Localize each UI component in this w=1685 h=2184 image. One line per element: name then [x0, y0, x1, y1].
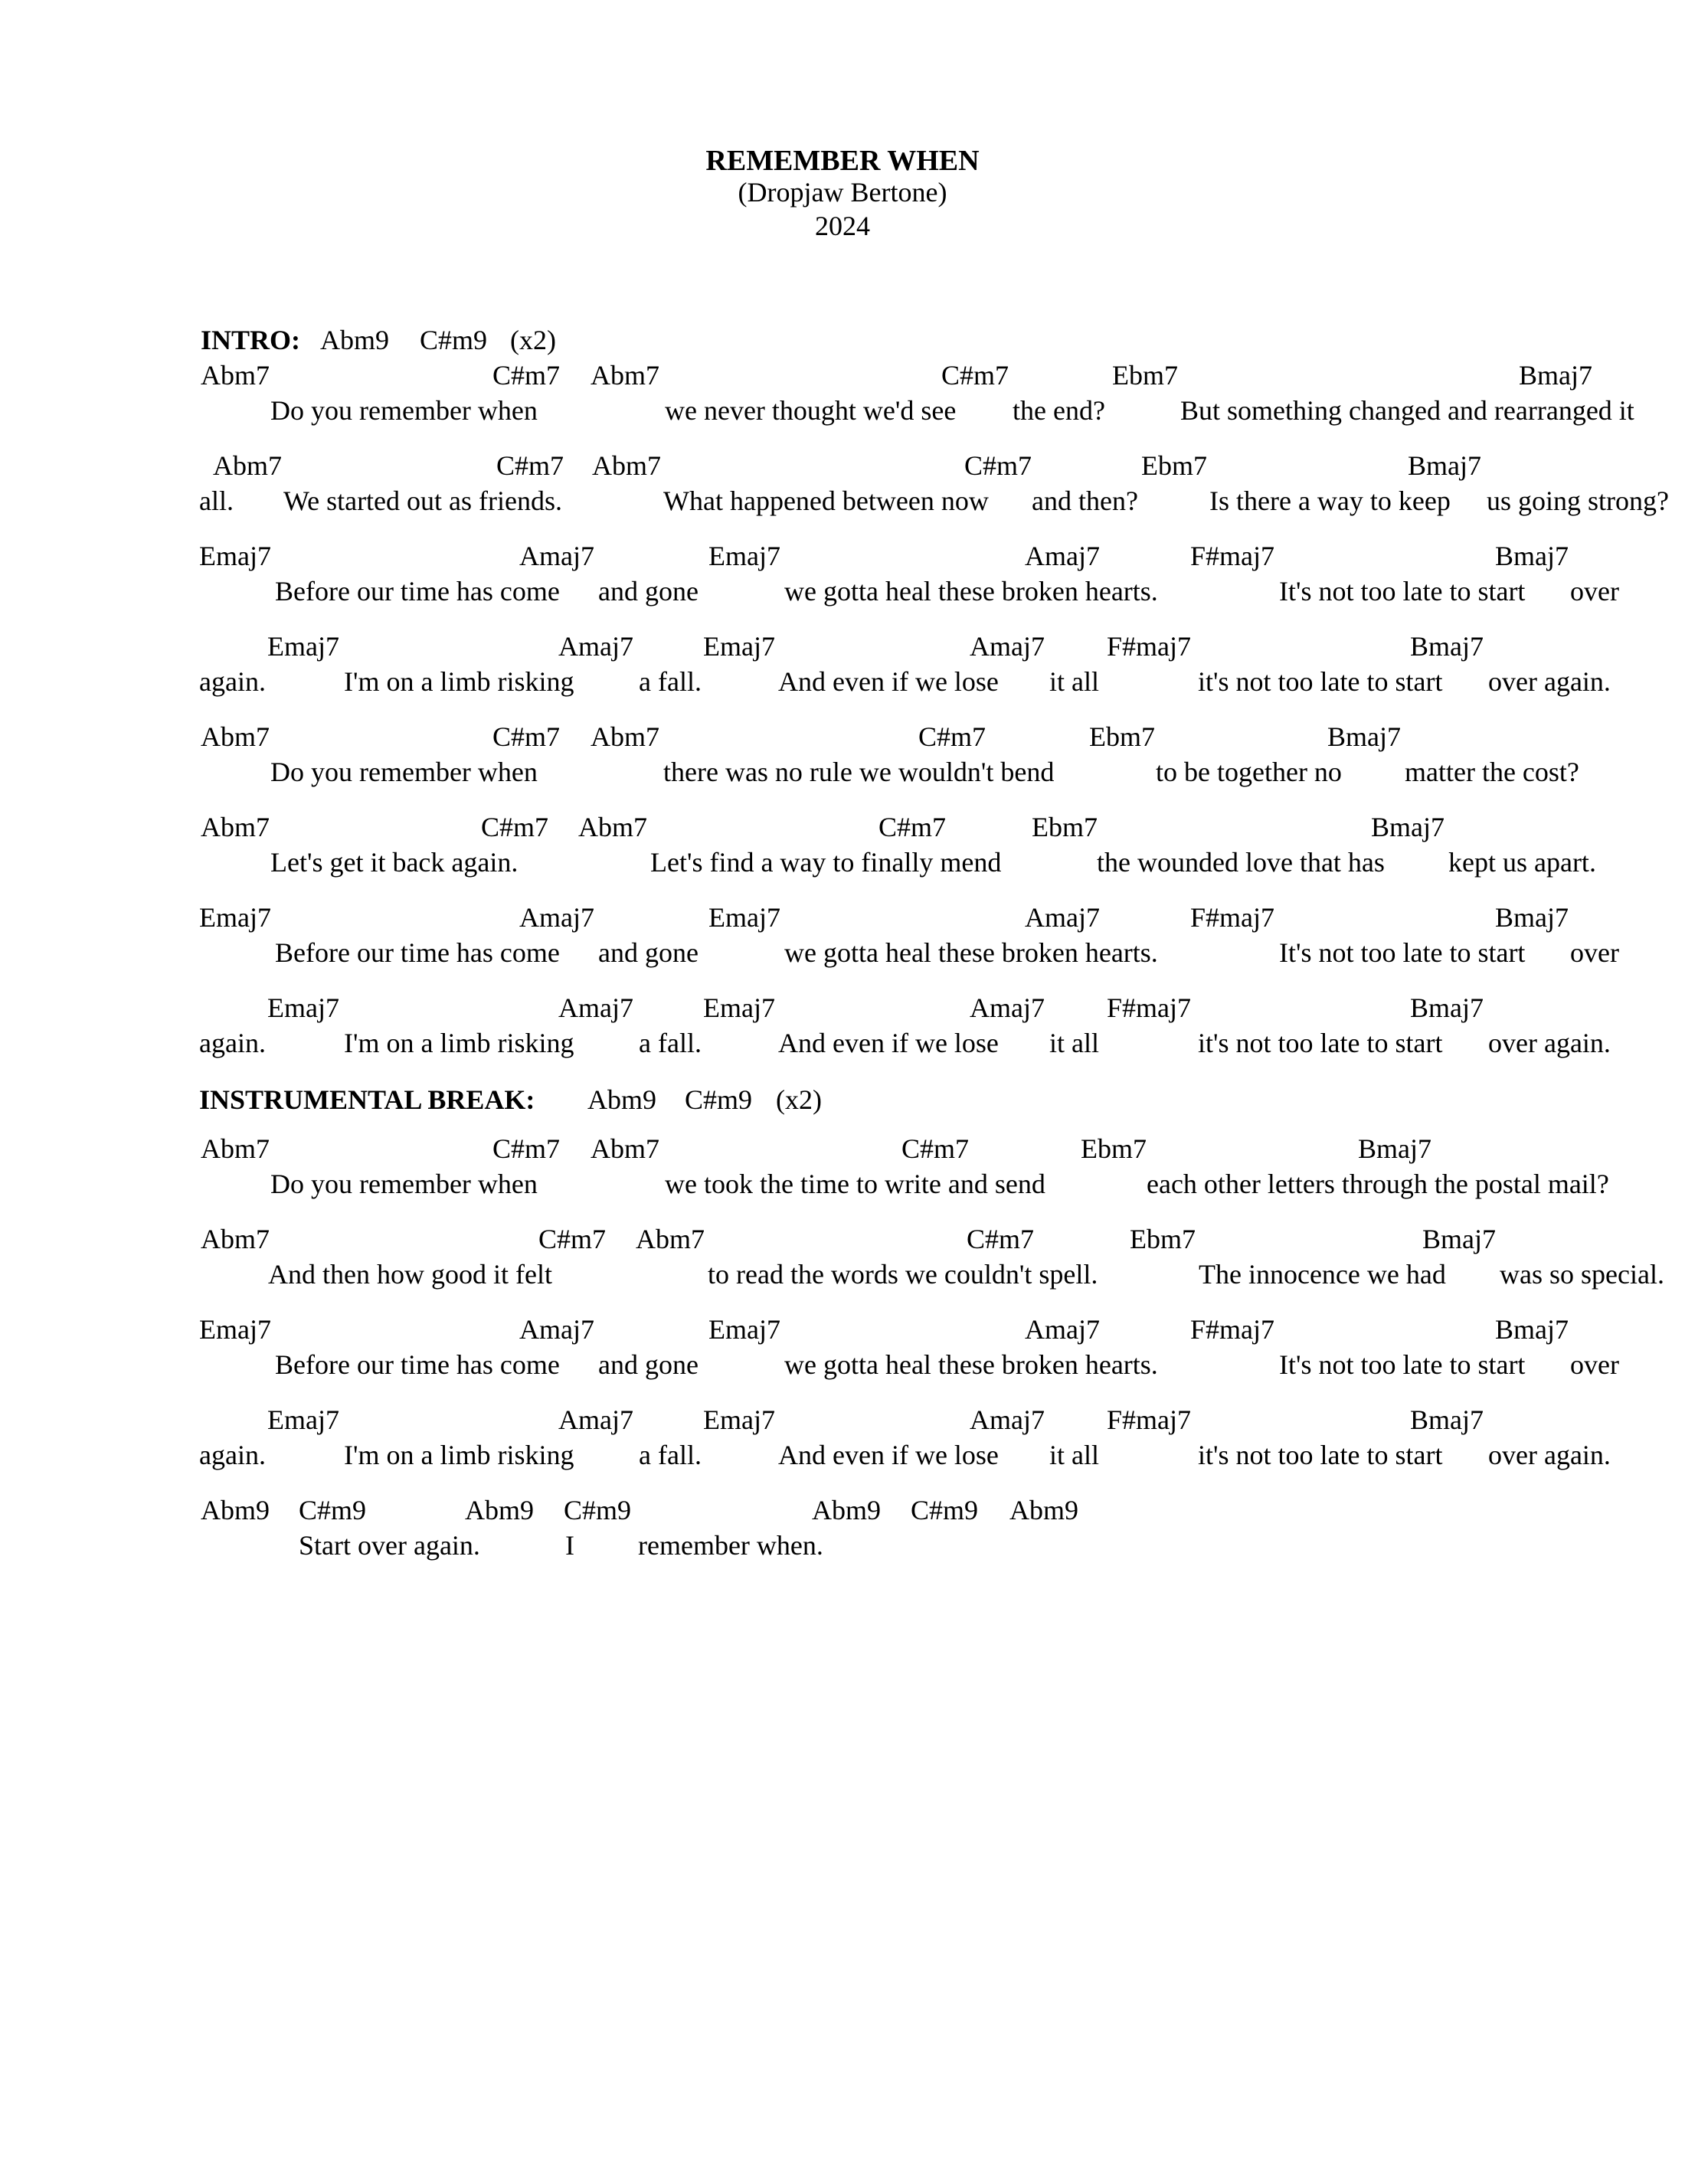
song-token: Do you remember when: [270, 757, 538, 787]
song-token: Abm7: [591, 360, 659, 391]
song-token: C#m9: [685, 1084, 753, 1115]
song-token: Abm9: [812, 1495, 881, 1525]
song-token: Amaj7: [970, 1404, 1045, 1435]
song-token: C#m7: [496, 450, 564, 481]
song-token: Bmaj7: [1358, 1133, 1431, 1164]
song-line: [0, 1437, 1685, 1473]
song-token: matter the cost?: [1405, 757, 1579, 787]
song-line: [0, 1130, 1685, 1167]
song-token: Abm7: [201, 1133, 270, 1164]
song-token: it's not too late to start: [1198, 1028, 1443, 1058]
song-token: But something changed and rearranged it: [1180, 395, 1634, 426]
song-line: [0, 1166, 1685, 1202]
song-token: we never thought we'd see: [665, 395, 957, 426]
song-token: it all: [1049, 1440, 1099, 1470]
song-token: it all: [1049, 1028, 1099, 1058]
song-token: Abm7: [591, 721, 659, 752]
song-token: Emaj7: [267, 631, 339, 662]
song-token: F#maj7: [1190, 541, 1275, 571]
song-token: Abm9: [201, 1495, 270, 1525]
song-token: Let's find a way to finally mend: [650, 847, 1002, 878]
song-token: was so special.: [1500, 1259, 1664, 1290]
song-token: C#m7: [492, 360, 561, 391]
song-token: C#m9: [420, 325, 488, 355]
song-token: Amaj7: [519, 1314, 594, 1345]
song-line: [0, 1346, 1685, 1383]
song-token: a fall.: [639, 1028, 702, 1058]
song-token: Amaj7: [970, 631, 1045, 662]
song-line: [0, 628, 1685, 665]
song-token: C#m7: [918, 721, 986, 752]
song-line: [0, 934, 1685, 971]
song-token: Bmaj7: [1371, 812, 1445, 842]
song-token: Amaj7: [558, 631, 633, 662]
song-line: [0, 1492, 1685, 1528]
song-token: (x2): [776, 1084, 822, 1115]
song-token: Ebm7: [1141, 450, 1207, 481]
song-token: all.: [199, 486, 234, 516]
song-token: Abm9: [587, 1084, 656, 1115]
section-label: INTRO:: [201, 325, 301, 355]
song-token: Abm7: [578, 812, 647, 842]
song-token: Emaj7: [708, 902, 780, 933]
song-token: we gotta heal these broken hearts.: [784, 1349, 1158, 1380]
song-token: Amaj7: [519, 541, 594, 571]
song-token: F#maj7: [1107, 992, 1192, 1023]
section-label: INSTRUMENTAL BREAK:: [199, 1084, 535, 1115]
song-token: F#maj7: [1107, 1404, 1192, 1435]
song-token: We started out as friends.: [283, 486, 562, 516]
song-token: us going strong?: [1487, 486, 1669, 516]
song-token: C#m9: [911, 1495, 979, 1525]
song-token: Do you remember when: [270, 1169, 538, 1199]
song-token: Emaj7: [708, 1314, 780, 1345]
song-token: we gotta heal these broken hearts.: [784, 576, 1158, 606]
song-token: Bmaj7: [1422, 1224, 1496, 1254]
song-token: Abm7: [591, 1133, 659, 1164]
song-token: Emaj7: [267, 992, 339, 1023]
song-token: The innocence we had: [1199, 1259, 1446, 1290]
song-line: [0, 844, 1685, 881]
song-token: Bmaj7: [1410, 992, 1484, 1023]
song-token: Ebm7: [1130, 1224, 1196, 1254]
song-token: and gone: [598, 937, 699, 968]
song-token: over: [1570, 937, 1619, 968]
song-token: And even if we lose: [778, 1440, 999, 1470]
song-line: [0, 809, 1685, 845]
song-line: [0, 1527, 1685, 1564]
song-token: a fall.: [639, 666, 702, 697]
song-token: Let's get it back again.: [270, 847, 519, 878]
song-token: over: [1570, 576, 1619, 606]
song-line: [0, 718, 1685, 755]
song-token: the end?: [1013, 395, 1105, 426]
song-token: over again.: [1488, 1028, 1611, 1058]
song-line: [0, 392, 1685, 429]
song-token: again.: [199, 1028, 266, 1058]
song-year: 2024: [815, 211, 870, 241]
song-line: [0, 989, 1685, 1026]
song-token: Do you remember when: [270, 395, 538, 426]
song-token: it all: [1049, 666, 1099, 697]
song-token: again.: [199, 1440, 266, 1470]
song-token: C#m7: [901, 1133, 970, 1164]
song-token: and then?: [1032, 486, 1138, 516]
song-token: F#maj7: [1107, 631, 1192, 662]
song-token: And even if we lose: [778, 1028, 999, 1058]
song-token: again.: [199, 666, 266, 697]
song-token: Ebm7: [1081, 1133, 1147, 1164]
song-token: It's not too late to start: [1279, 937, 1526, 968]
song-line: [0, 1025, 1685, 1061]
song-token: Bmaj7: [1410, 631, 1484, 662]
song-token: Bmaj7: [1495, 902, 1569, 933]
song-token: and gone: [598, 1349, 699, 1380]
song-token: Abm7: [201, 1224, 270, 1254]
song-token: Emaj7: [199, 1314, 271, 1345]
song-token: C#m7: [878, 812, 947, 842]
song-token: C#m9: [299, 1495, 367, 1525]
song-token: And then how good it felt: [268, 1259, 552, 1290]
song-token: Before our time has come: [275, 576, 560, 606]
song-title: REMEMBER WHEN: [705, 145, 980, 177]
song-line: [0, 1401, 1685, 1438]
song-token: Emaj7: [267, 1404, 339, 1435]
song-line: [0, 538, 1685, 574]
song-token: Abm9: [1009, 1495, 1078, 1525]
song-token: Abm7: [636, 1224, 705, 1254]
song-token: F#maj7: [1190, 1314, 1275, 1345]
song-token: over: [1570, 1349, 1619, 1380]
song-token: Bmaj7: [1495, 541, 1569, 571]
song-line: [0, 1221, 1685, 1257]
song-token: Bmaj7: [1495, 1314, 1569, 1345]
song-token: Amaj7: [558, 1404, 633, 1435]
song-token: Emaj7: [703, 1404, 775, 1435]
song-token: kept us apart.: [1448, 847, 1596, 878]
song-line: [0, 754, 1685, 790]
song-line: [0, 663, 1685, 700]
song-token: over again.: [1488, 666, 1611, 697]
song-line: [0, 1081, 1685, 1118]
song-token: Bmaj7: [1410, 1404, 1484, 1435]
song-token: Start over again.: [299, 1530, 480, 1561]
song-token: each other letters through the postal mail?: [1147, 1169, 1609, 1199]
song-token: C#m7: [492, 721, 561, 752]
song-token: C#m7: [941, 360, 1009, 391]
song-token: Emaj7: [703, 992, 775, 1023]
song-token: Emaj7: [199, 541, 271, 571]
song-token: C#m7: [964, 450, 1032, 481]
song-token: Amaj7: [970, 992, 1045, 1023]
song-token: Emaj7: [708, 541, 780, 571]
song-token: Emaj7: [199, 902, 271, 933]
song-token: the wounded love that has: [1097, 847, 1385, 878]
song-line: [0, 1311, 1685, 1348]
song-token: Abm7: [201, 721, 270, 752]
song-token: Emaj7: [703, 631, 775, 662]
song-token: C#m7: [538, 1224, 607, 1254]
song-line: [0, 1256, 1685, 1293]
song-line: [0, 357, 1685, 394]
song-token: Ebm7: [1089, 721, 1155, 752]
song-token: there was no rule we wouldn't bend: [663, 757, 1055, 787]
song-token: I: [565, 1530, 574, 1561]
song-token: and gone: [598, 576, 699, 606]
song-token: It's not too late to start: [1279, 1349, 1526, 1380]
song-token: Bmaj7: [1327, 721, 1401, 752]
song-token: it's not too late to start: [1198, 666, 1443, 697]
song-token: I'm on a limb risking: [344, 666, 574, 697]
song-token: Ebm7: [1032, 812, 1098, 842]
song-line: [0, 447, 1685, 484]
song-token: (x2): [510, 325, 556, 355]
song-token: Abm7: [592, 450, 661, 481]
song-token: Amaj7: [1025, 1314, 1100, 1345]
song-token: C#m7: [481, 812, 549, 842]
song-line: [0, 322, 1685, 358]
song-token: Abm9: [320, 325, 389, 355]
song-token: it's not too late to start: [1198, 1440, 1443, 1470]
song-token: Ebm7: [1112, 360, 1178, 391]
song-token: C#m9: [564, 1495, 632, 1525]
song-token: C#m7: [967, 1224, 1035, 1254]
song-token: Before our time has come: [275, 1349, 560, 1380]
song-token: Amaj7: [1025, 902, 1100, 933]
song-artist: (Dropjaw Bertone): [738, 177, 947, 208]
song-token: Is there a way to keep: [1209, 486, 1451, 516]
song-token: Bmaj7: [1408, 450, 1481, 481]
song-token: we took the time to write and send: [665, 1169, 1045, 1199]
song-token: Abm7: [213, 450, 282, 481]
song-token: we gotta heal these broken hearts.: [784, 937, 1158, 968]
song-line: [0, 482, 1685, 519]
song-token: I'm on a limb risking: [344, 1440, 574, 1470]
song-token: I'm on a limb risking: [344, 1028, 574, 1058]
song-token: Abm9: [465, 1495, 534, 1525]
song-token: over again.: [1488, 1440, 1611, 1470]
song-token: Abm7: [201, 360, 270, 391]
song-token: It's not too late to start: [1279, 576, 1526, 606]
song-token: to read the words we couldn't spell.: [708, 1259, 1098, 1290]
song-token: And even if we lose: [778, 666, 999, 697]
song-line: [0, 573, 1685, 610]
song-token: a fall.: [639, 1440, 702, 1470]
song-token: F#maj7: [1190, 902, 1275, 933]
song-line: [0, 899, 1685, 936]
song-token: to be together no: [1156, 757, 1342, 787]
song-token: Abm7: [201, 812, 270, 842]
song-token: remember when.: [638, 1530, 823, 1561]
song-token: C#m7: [492, 1133, 561, 1164]
song-token: Bmaj7: [1519, 360, 1592, 391]
song-token: Before our time has come: [275, 937, 560, 968]
song-token: Amaj7: [519, 902, 594, 933]
song-token: Amaj7: [558, 992, 633, 1023]
song-token: What happened between now: [663, 486, 989, 516]
song-token: Amaj7: [1025, 541, 1100, 571]
